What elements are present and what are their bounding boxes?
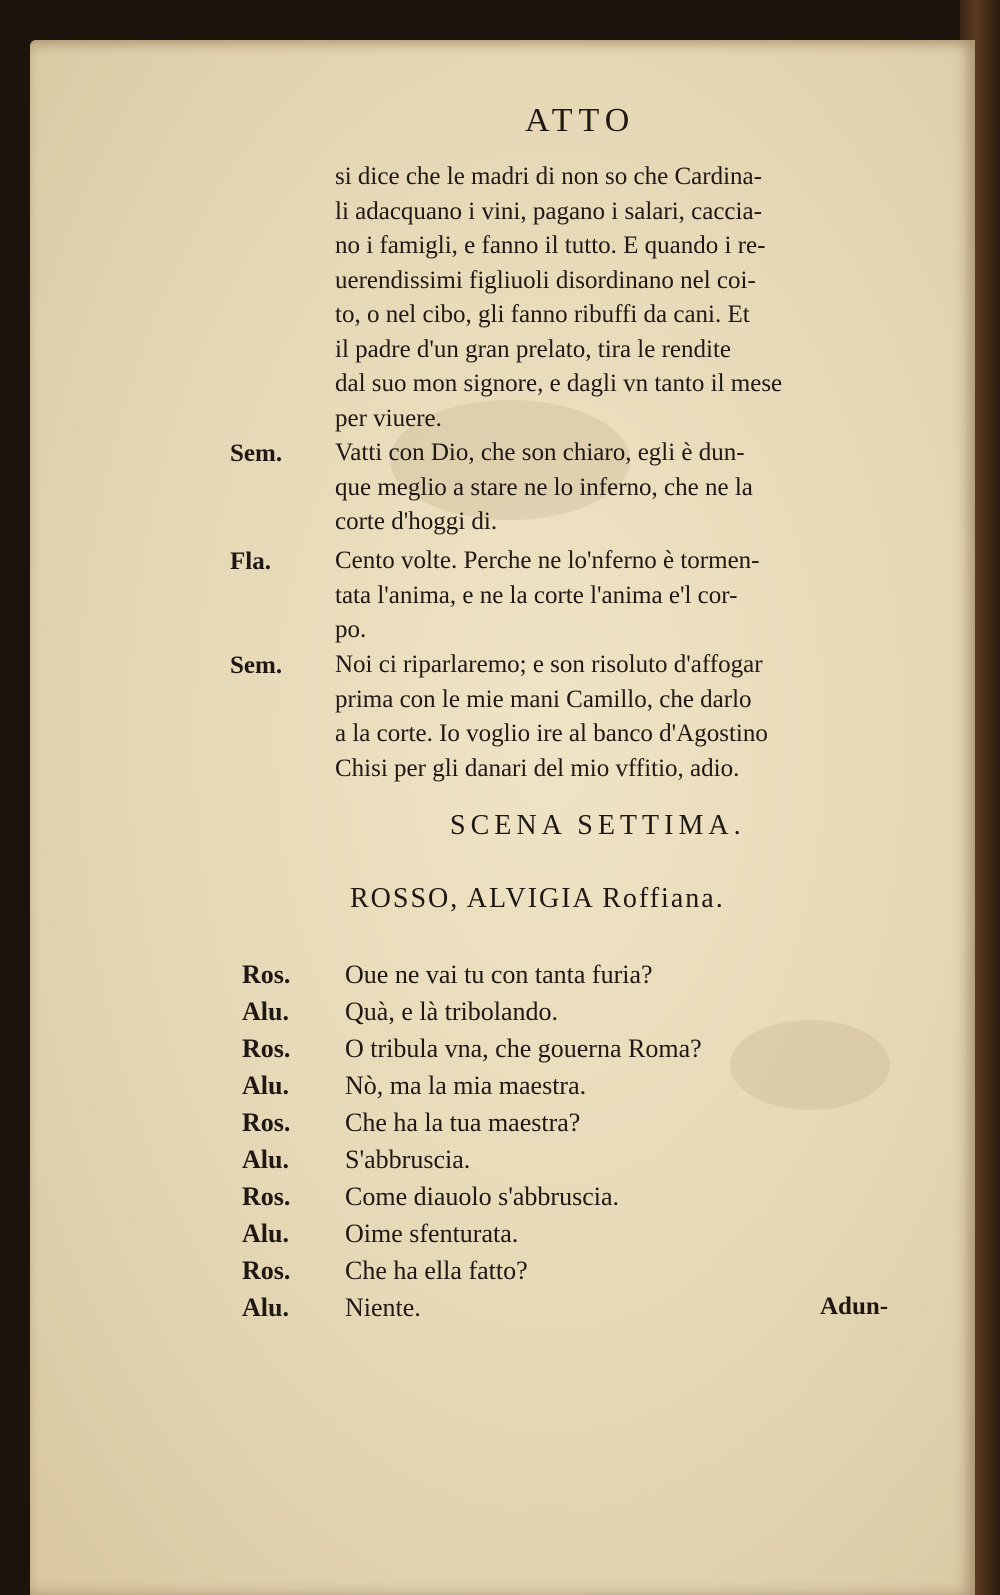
dialogue-line: Niente. bbox=[345, 1293, 421, 1322]
speaker-label: Ros. bbox=[242, 1034, 291, 1063]
speaker-label: Fla. bbox=[230, 548, 271, 575]
speech bbox=[335, 436, 925, 540]
book-page bbox=[30, 40, 975, 1595]
speaker-label: Ros. bbox=[242, 1256, 291, 1285]
dialogue-line: Nò, ma la mia maestra. bbox=[345, 1071, 587, 1100]
text-line: a la corte. Io voglio ire al banco d'Agostino bbox=[335, 720, 768, 747]
scene-characters: ROSSO, ALVIGIA Roffiana. bbox=[350, 883, 725, 914]
text-line: Noi ci riparlaremo; e son risoluto d'affogar bbox=[335, 651, 763, 678]
speaker-label: Alu. bbox=[242, 1219, 289, 1248]
dialogue-line: O tribula vna, che gouerna Roma? bbox=[345, 1034, 702, 1063]
text-line: Vatti con Dio, che son chiaro, egli è dun- bbox=[335, 439, 745, 466]
dialogue-line: Quà, e là tribolando. bbox=[345, 997, 558, 1026]
dialogue-line: Oime sfenturata. bbox=[345, 1219, 519, 1248]
text-line: li adacquano i vini, pagano i salari, caccia- bbox=[335, 197, 762, 225]
speaker-label: Alu. bbox=[242, 997, 289, 1026]
speaker-label: Alu. bbox=[242, 1071, 289, 1100]
opening-speech bbox=[335, 160, 925, 436]
speaker-label: Alu. bbox=[242, 1145, 289, 1174]
text-line: uerendissimi figliuoli disordinano nel coi- bbox=[335, 266, 756, 294]
text-line: si dice che le madri di non so che Cardina- bbox=[335, 163, 762, 190]
text-line: po. bbox=[335, 616, 367, 643]
text-line: corte d'hoggi di. bbox=[335, 508, 498, 535]
running-head: ATTO bbox=[525, 102, 636, 139]
text-line: tata l'anima, e ne la corte l'anima e'l cor- bbox=[335, 581, 738, 609]
page-stain bbox=[730, 1020, 890, 1110]
text-line: no i famigli, e fanno il tutto. E quando i re- bbox=[335, 232, 766, 259]
catchword: Adun- bbox=[820, 1293, 889, 1320]
dialogue-line: Oue ne vai tu con tanta furia? bbox=[345, 960, 653, 989]
speech bbox=[335, 544, 925, 648]
speech bbox=[335, 648, 925, 786]
text-line: dal suo mon signore, e dagli vn tanto il mese bbox=[335, 370, 783, 397]
text-line: prima con le mie mani Camillo, che darlo bbox=[335, 685, 752, 713]
dialogue-line: S'abbruscia. bbox=[345, 1145, 471, 1174]
text-line: per viuere. bbox=[335, 404, 442, 432]
text-line: que meglio a stare ne lo inferno, che ne la bbox=[335, 473, 753, 501]
text-line: il padre d'un gran prelato, tira le rendite bbox=[335, 335, 732, 363]
dialogue-line: Come diauolo s'abbruscia. bbox=[345, 1182, 620, 1211]
dialogue-line: Che ha ella fatto? bbox=[345, 1256, 528, 1285]
speaker-label: Alu. bbox=[242, 1293, 289, 1322]
text-line: to, o nel cibo, gli fanno ribuffi da cani. Et bbox=[335, 301, 750, 328]
speaker-label: Sem. bbox=[230, 440, 283, 467]
speaker-label: Ros. bbox=[242, 960, 291, 989]
text-line: Cento volte. Perche ne lo'nferno è tormen- bbox=[335, 547, 760, 574]
speaker-label: Ros. bbox=[242, 1182, 291, 1211]
dialogue-line: Che ha la tua maestra? bbox=[345, 1108, 581, 1137]
speaker-label: Sem. bbox=[230, 652, 283, 679]
speaker-label: Ros. bbox=[242, 1108, 291, 1137]
text-line: Chisi per gli danari del mio vffitio, adio. bbox=[335, 754, 740, 782]
scene-title: SCENA SETTIMA. bbox=[450, 810, 746, 841]
